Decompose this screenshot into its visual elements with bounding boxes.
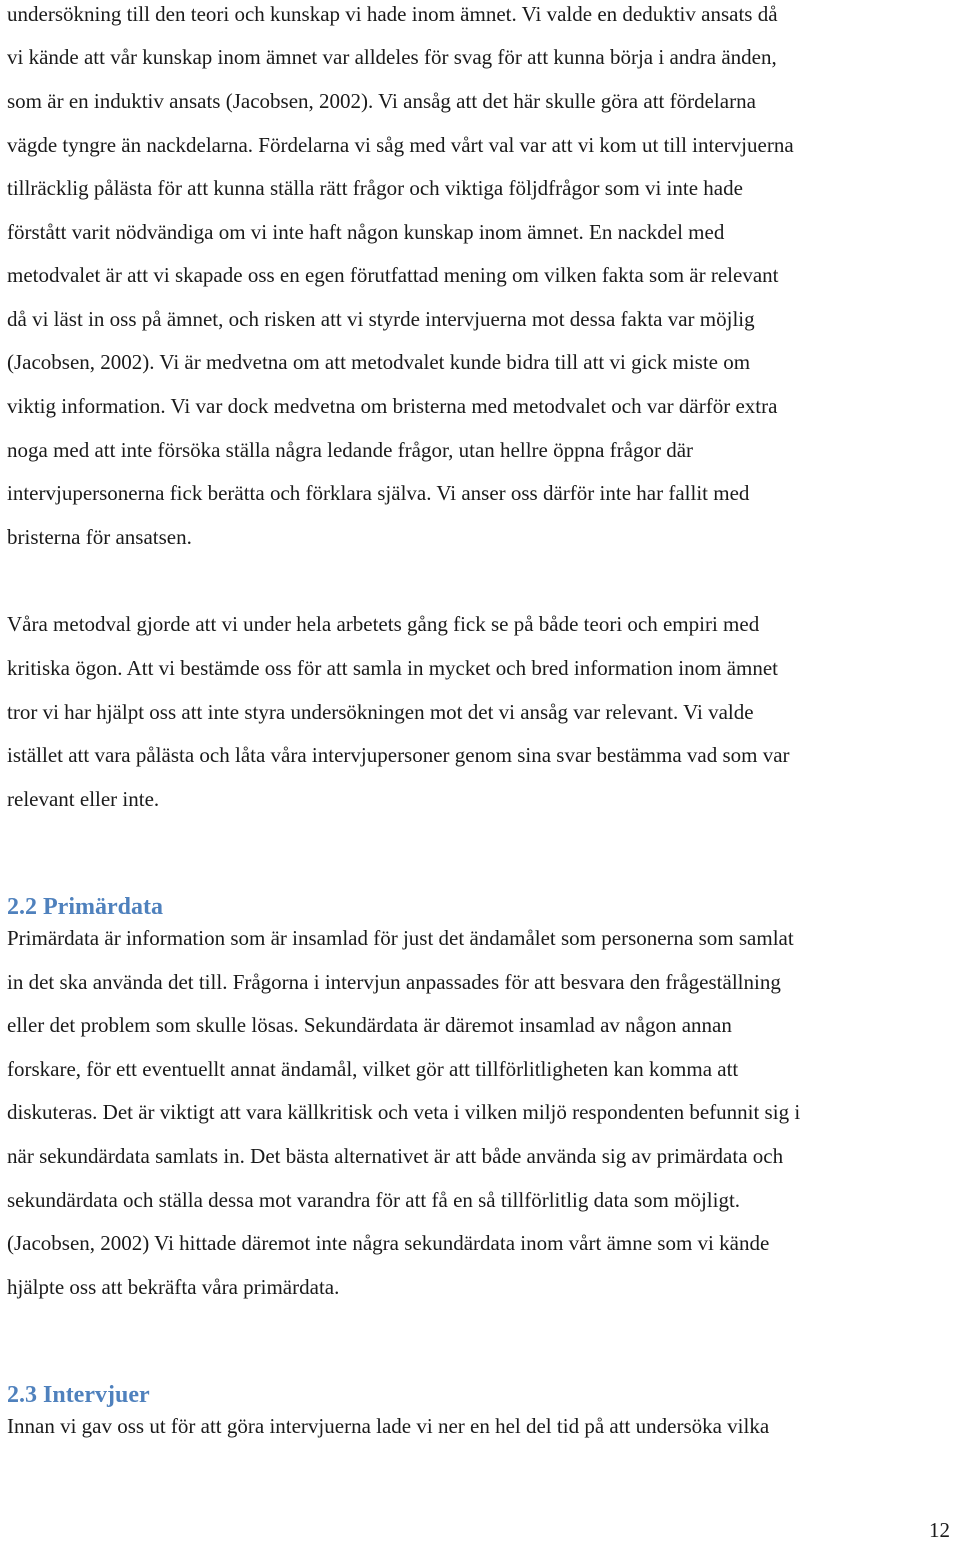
text-line: forskare, för ett eventuellt annat ändamål, vilket gör att tillförlitligheten kan komma att xyxy=(7,1057,739,1081)
text-line: viktig information. Vi var dock medvetna om bristerna med metodvalet och var därför extra xyxy=(7,394,778,418)
text-line: (Jacobsen, 2002). Vi är medvetna om att metodvalet kunde bidra till att vi gick miste om xyxy=(7,350,751,374)
text-line: eller det problem som skulle lösas. Sekundärdata är däremot insamlad av någon annan xyxy=(7,1013,732,1037)
text-line: bristerna för ansatsen. xyxy=(7,525,192,549)
text-line: då vi läst in oss på ämnet, och risken att vi styrde intervjuerna mot dessa fakta var möjlig xyxy=(7,307,755,331)
text-line: undersökning till den teori och kunskap vi hade inom ämnet. Vi valde en deduktiv ansats då xyxy=(7,2,778,26)
section-heading: 2.3 Intervjuer xyxy=(7,1382,150,1408)
text-line: tillräcklig pålästa för att kunna ställa rätt frågor och viktiga följdfrågor som vi inte hade xyxy=(7,176,743,200)
text-line: förstått varit nödvändiga om vi inte haft någon kunskap inom ämnet. En nackdel med xyxy=(7,220,725,244)
text-line: metodvalet är att vi skapade oss en egen förutfattad mening om vilken fakta som är relevant xyxy=(7,263,779,287)
text-line: vi kände att vår kunskap inom ämnet var alldeles för svag för att kunna börja i andra änden, xyxy=(7,45,777,69)
text-line: diskuteras. Det är viktigt att vara källkritisk och veta i vilken miljö respondenten befunnit sig i xyxy=(7,1100,801,1124)
text-line: sekundärdata och ställa dessa mot varandra för att få en så tillförlitlig data som möjligt. xyxy=(7,1188,741,1212)
text-line: tror vi har hjälpt oss att inte styra undersökningen mot det vi ansåg var relevant. Vi valde xyxy=(7,700,754,724)
text-line: relevant eller inte. xyxy=(7,787,160,811)
text-line: (Jacobsen, 2002) Vi hittade däremot inte några sekundärdata inom vårt ämne som vi kände xyxy=(7,1231,770,1255)
text-line: istället att vara pålästa och låta våra intervjupersoner genom sina svar bestämma vad som var xyxy=(7,743,790,767)
text-line: intervjupersonerna fick berätta och förklara själva. Vi anser oss därför inte har fallit med xyxy=(7,481,750,505)
text-line: hjälpte oss att bekräfta våra primärdata. xyxy=(7,1275,340,1299)
section-heading: 2.2 Primärdata xyxy=(7,894,163,920)
text-line: vägde tyngre än nackdelarna. Fördelarna vi såg med vårt val var att vi kom ut till intervjuerna xyxy=(7,133,794,157)
text-line: Innan vi gav oss ut för att göra intervjuerna lade vi ner en hel del tid på att undersöka vilka xyxy=(7,1414,770,1438)
text-line: in det ska använda det till. Frågorna i intervjun anpassades för att besvara den frågeställning xyxy=(7,970,781,994)
page-number: 12 xyxy=(929,1518,950,1542)
text-line: när sekundärdata samlats in. Det bästa alternativet är att både använda sig av primärdata och xyxy=(7,1144,784,1168)
text-line: Våra metodval gjorde att vi under hela arbetets gång fick se på både teori och empiri med xyxy=(7,612,760,636)
text-line: noga med att inte försöka ställa några ledande frågor, utan hellre öppna frågor där xyxy=(7,438,694,462)
text-line: kritiska ögon. Att vi bestämde oss för att samla in mycket och bred information inom ämnet xyxy=(7,656,779,680)
text-line: Primärdata är information som är insamlad för just det ändamålet som personerna som samlat xyxy=(7,926,794,950)
text-line: som är en induktiv ansats (Jacobsen, 2002). Vi ansåg att det här skulle göra att fördelarna xyxy=(7,89,756,113)
